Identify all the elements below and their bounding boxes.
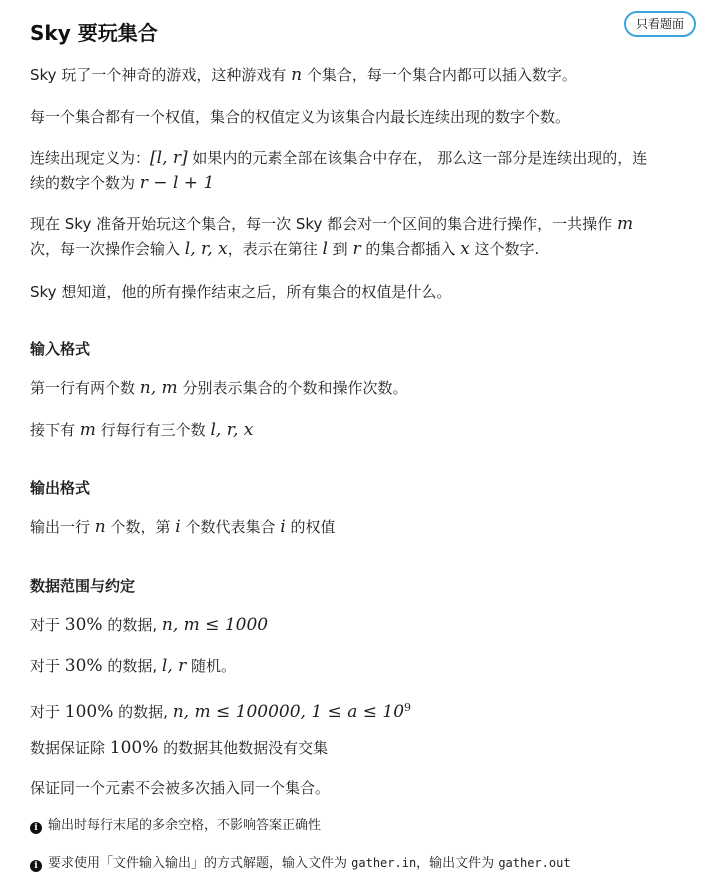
math-lr: l, r: [161, 656, 187, 676]
page-title: Sky 要玩集合: [30, 21, 158, 45]
output-format-heading: 输出格式: [30, 479, 91, 497]
text: 对于: [30, 616, 65, 634]
output-line-1: [30, 515, 670, 540]
text: 分别表示集合的个数和操作次数。: [177, 379, 408, 397]
text: 接下有: [30, 421, 80, 439]
math-bound: n, m ≤ 100000, 1 ≤ a ≤ 10: [172, 702, 405, 722]
text: 的数据,: [113, 703, 173, 721]
constraint-1: [30, 613, 670, 638]
text: 的数据,: [102, 616, 162, 634]
math-lrx: l, r, x: [210, 420, 254, 440]
info-icon: i: [30, 860, 42, 872]
note-text: ，输出文件为: [416, 856, 499, 871]
text: Sky 玩了一个神奇的游戏，这种游戏有: [30, 66, 292, 84]
constraints-heading: 数据范围与约定: [30, 577, 136, 595]
math-exponent: 9: [404, 701, 412, 714]
text: 的集合都插入: [360, 240, 461, 258]
note-text: 要求使用「文件输入输出」的方式解题，输入文件为: [48, 856, 352, 871]
note-1: [30, 816, 321, 836]
math-lrx: l, r, x: [184, 239, 228, 259]
desc-paragraph-5: Sky 想知道，他的所有操作结束之后，所有集合的权值是什么。: [30, 283, 452, 301]
desc-paragraph-4: [30, 212, 670, 262]
text: 的数据,: [102, 657, 162, 675]
constraint-4: [30, 736, 670, 761]
constraint-5: 保证同一个元素不会被多次插入同一个集合。: [30, 779, 331, 797]
math-l: l: [322, 239, 328, 259]
desc-paragraph-3: [30, 146, 670, 196]
text: 连续出现定义为：: [30, 149, 151, 167]
text: 这个数字.: [469, 240, 540, 258]
math-x: x: [460, 239, 470, 259]
math-interval: [l, r]: [150, 148, 188, 168]
constraint-2: [30, 654, 670, 679]
text: 如果内的元素全部在该集合中存在， 那么这一部分是连续出现的，连: [187, 149, 648, 167]
output-filename: gather.out: [498, 856, 571, 870]
math-r: r: [352, 239, 361, 259]
text: 次，每一次操作会输入: [30, 240, 185, 258]
desc-paragraph-2: 每一个集合都有一个权值，集合的权值定义为该集合内最长连续出现的数字个数。: [30, 108, 571, 126]
text: 行每行有三个数: [95, 421, 211, 439]
input-filename: gather.in: [351, 856, 417, 870]
note-text: 输出时每行末尾的多余空格，不影响答案正确性: [48, 818, 322, 833]
text: 续的数字个数为: [30, 174, 140, 192]
math-percent: 30%: [64, 656, 103, 676]
math-i: i: [280, 517, 286, 537]
math-percent: 100%: [109, 738, 159, 758]
text: 第一行有两个数: [30, 379, 140, 397]
info-icon: i: [30, 822, 42, 834]
math-n: n: [291, 65, 303, 85]
text: 的数据其他数据没有交集: [158, 739, 329, 757]
text: 随机。: [186, 657, 237, 675]
note-2: [30, 853, 571, 874]
constraint-3: [30, 695, 670, 725]
text: 个数代表集合: [180, 518, 281, 536]
math-percent: 30%: [64, 615, 103, 635]
text: 个集合，每一个集合内都可以插入数字。: [302, 66, 577, 84]
only-statement-button[interactable]: 只看题面: [624, 11, 696, 37]
text: ，表示在第往: [227, 240, 323, 258]
math-m: m: [79, 420, 96, 440]
text: 数据保证除: [30, 739, 110, 757]
math-percent: 100%: [64, 702, 114, 722]
math-nm: n, m: [139, 378, 178, 398]
text: 现在 Sky 准备开始玩这个集合，每一次 Sky 都会对一个区间的集合进行操作，一共操作: [30, 215, 617, 233]
input-line-2: [30, 418, 670, 443]
math-bound: n, m ≤ 1000: [161, 615, 269, 635]
math-length: r − l + 1: [139, 173, 215, 193]
text: 个数，第: [105, 518, 176, 536]
math-i: i: [175, 517, 181, 537]
input-line-1: [30, 376, 670, 401]
text: 的权值: [285, 518, 336, 536]
text: 到: [327, 240, 353, 258]
desc-paragraph-1: [30, 63, 670, 88]
text: 对于: [30, 703, 65, 721]
math-m: m: [616, 214, 634, 234]
text: 对于: [30, 657, 65, 675]
math-n: n: [94, 517, 106, 537]
input-format-heading: 输入格式: [30, 340, 91, 358]
text: 输出一行: [30, 518, 95, 536]
